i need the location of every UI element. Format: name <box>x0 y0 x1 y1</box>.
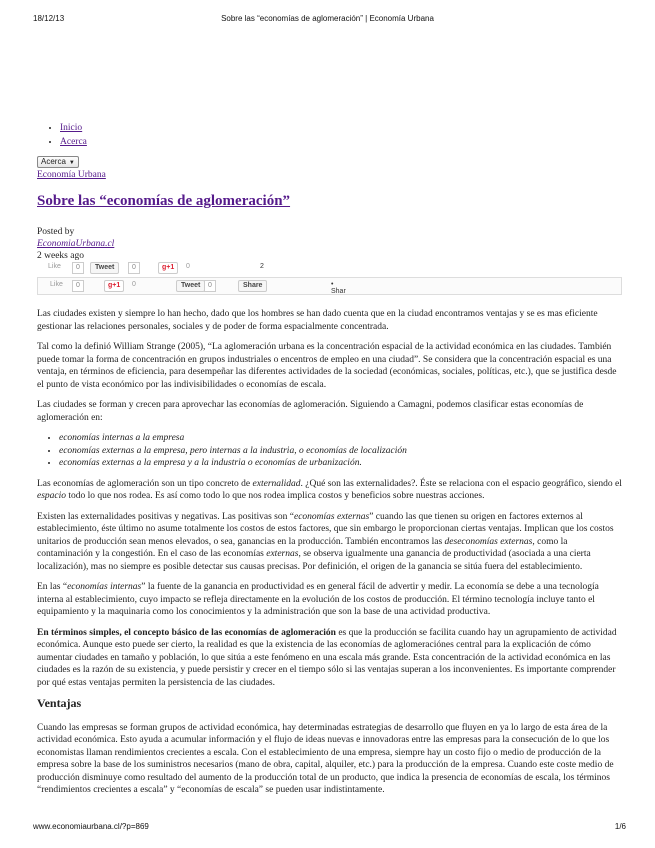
p7-text: es que la producción se facilita cuando hay un agrupamiento de actividad económica. Aunque esto puede ser cierto, la realidad es que la existencia de las economías de aglomeraciónes central para la explicación de cómo aumentar ciudades en tamaño y población, lo que sitúa a este fenómeno en una escala más grande. Esta concentración de la actividad económica en las ciudades es la razón de su existencia, y puede persistir y crecer en el tiempo sólo si las ventajas superan a los inconvenientes. Es importante comprender por qué estas ventajas permiten la persistencia de las ciudades. <box>37 627 617 688</box>
list-item: • economías externas a la empresa y a la industria o economías de urbanización. <box>59 457 622 470</box>
paragraph-6 <box>37 581 622 619</box>
print-header <box>0 14 655 26</box>
post-content <box>37 308 622 805</box>
main-nav <box>48 121 87 149</box>
like-label-2[interactable]: Like <box>50 281 63 288</box>
tweet-count: 0 <box>128 262 140 274</box>
paragraph-4 <box>37 478 622 503</box>
print-page-number: 1/6 <box>614 822 626 831</box>
p5-text: ” cuando las que tienen su origen en factores externos al establecimiento, éste último no asume totalmente los costos de estos factores, que sin embargo le proporcionan ciertas ventajas. Implican que los costos unitarios de producción sean menos elevados, o sea, ganancias en la producción. También encontramos las <box>37 511 614 547</box>
page-select[interactable] <box>37 156 79 168</box>
p4-em-externalidad: externalidad <box>252 478 301 489</box>
gplus-count-2: 0 <box>132 281 136 288</box>
gplus-button-2[interactable]: g+1 <box>104 280 124 292</box>
print-page-title: Sobre las “economías de aglomeración” | Economía Urbana <box>221 14 434 23</box>
p5-em: economías externas <box>293 511 370 522</box>
nav-item-acerca[interactable] <box>60 135 87 149</box>
post-title[interactable]: Sobre las “economías de aglomeración” <box>37 193 291 209</box>
paragraph-7 <box>37 627 622 690</box>
p4-text: . ¿Qué son las externalidades?. Éste se relaciona con el espacio geográfico, siendo el <box>300 478 622 489</box>
tweet-button[interactable]: Tweet <box>90 262 119 274</box>
p4-text: Las economías de aglomeración son un tipo concreto de <box>37 478 253 489</box>
share-more-link[interactable]: • Shar <box>331 281 346 295</box>
p4-text: todo lo que nos rodea. Es así como todo lo que nos rodea implica costos y beneficios sobre nuestras acciones. <box>66 491 485 501</box>
paragraph-5 <box>37 511 622 574</box>
site-name-link[interactable]: Economía Urbana <box>37 170 106 180</box>
nav-link-inicio[interactable]: Inicio <box>60 123 83 133</box>
p5-em: deseconomías externas <box>444 536 533 547</box>
tweet-button-2[interactable]: Tweet <box>176 280 205 292</box>
list-item: • economías externas a la empresa, pero internas a la industria, o economías de localización <box>59 445 622 458</box>
post-meta <box>37 226 114 262</box>
like-count: 0 <box>72 262 84 274</box>
p7-strong: En términos simples, el concepto básico de las economías de aglomeración <box>37 627 336 638</box>
print-url: www.economiaurbana.cl/?p=869 <box>33 822 149 831</box>
print-date: 18/12/13 <box>33 14 65 23</box>
share-button[interactable]: Share <box>238 280 267 292</box>
share-total-count: 2 <box>260 263 264 270</box>
p4-em-espacio: espacio <box>37 491 67 501</box>
p5-text: , se observa igualmente una ganancia de productividad (asociada a una cierta localización), mas no siempre es posible detectar sus causas precisas. Por definición, el origen de la ganancia se sitúa fuera del establecimiento. <box>37 549 591 572</box>
economies-list <box>59 432 622 470</box>
nav-item-inicio[interactable] <box>60 121 87 135</box>
p6-text: En las “ <box>37 582 68 592</box>
p5-text: Existen las externalidades positivas y negativas. Las positivas son “ <box>37 511 294 522</box>
p6-text: ” la fuente de la ganancia en productividad es en general fácil de advertir y medir. La economía se debe a una tecnología interna al establecimiento, cuyo impacto se refleja directamente en la evolución de los costos de producción. El término tecnología incluye tanto el equipamiento y la maquinaria como los conocimientos y la administración que son la base de una actividad productiva. <box>37 582 599 617</box>
nav-link-acerca[interactable]: Acerca <box>60 137 87 147</box>
paragraph-2: Tal como la definió William Strange (2005), “La aglomeración urbana es la concentración espacial de la actividad económica en las ciudades. También puede tomar la forma de concentración en grupos industriales o encentros de empleo en una ciudad”. Se considera que la concentración espacial es una ventaja, en términos de eficiencia, para desempeñar las diferentes actividades de la sociedad (económicas, sociales, políticas, etc.), que se justifica desde el punto de vista económico por las indivisibilidades o economías de escala. <box>37 342 617 390</box>
paragraph-3: Las ciudades se forman y crecen para aprovechar las economías de aglomeración. Siguiendo a Camagni, podemos clasificar estas economías de aglomeración en: <box>37 400 584 423</box>
section-heading-ventajas: Ventajas <box>37 696 82 710</box>
post-time-ago: 2 weeks ago <box>37 251 84 261</box>
share-toolbar <box>37 277 622 295</box>
posted-by-label: Posted by <box>37 227 75 237</box>
p5-text: , como la contaminación y la congestión. En el caso de las economías <box>37 536 568 559</box>
share-more-label: Shar <box>331 288 346 295</box>
page-select-value: Acerca <box>41 157 66 166</box>
gplus-count: 0 <box>186 263 190 270</box>
p6-em: economías internas <box>67 582 142 592</box>
p5-em: externas <box>266 549 299 559</box>
tweet-count-2: 0 <box>204 280 216 292</box>
print-footer <box>0 822 655 834</box>
paragraph-8: Cuando las empresas se forman grupos de actividad económica, hay determinadas estrategias de desarrollo que fluyen en ya lo largo de esta área de la actividad económica. Esto ayuda a acumular información y el flujo de ideas nuevas e innovadoras entre las empresas para la consecución de lo que los economistas llaman rendimientos crecientes a escala. Con el establecimiento de una empresa, siempre hay un costo fijo o medio de producción de la empresa sobre la base de los suministros necesarios (mano de obra, capital, alquiler, etc.) para la producción de la empresa. Cuando este coste medio de producción disminuye como resultado del aumento de la producción total de un producto, que indica la presencia de economías de escala, los términos “rendimientos crecientes a escala” y “economías de escala” se pueden usar indistintamente. <box>37 722 614 795</box>
like-count-2: 0 <box>72 280 84 292</box>
paragraph-1: Las ciudades existen y siempre lo han hecho, dado que los hombres se han dado cuenta que en la ciudad encontramos ventajas y se es mas eficiente gestionar las relaciones personales, sociales y de poder de forma espacialmente concentrada. <box>37 309 598 332</box>
chevron-down-icon: ▼ <box>68 160 75 166</box>
list-item: • economías internas a la empresa <box>59 432 622 445</box>
author-link[interactable]: EconomiaUrbana.cl <box>37 239 115 249</box>
gplus-button[interactable]: g+1 <box>158 262 178 274</box>
like-label[interactable]: Like <box>48 263 61 270</box>
